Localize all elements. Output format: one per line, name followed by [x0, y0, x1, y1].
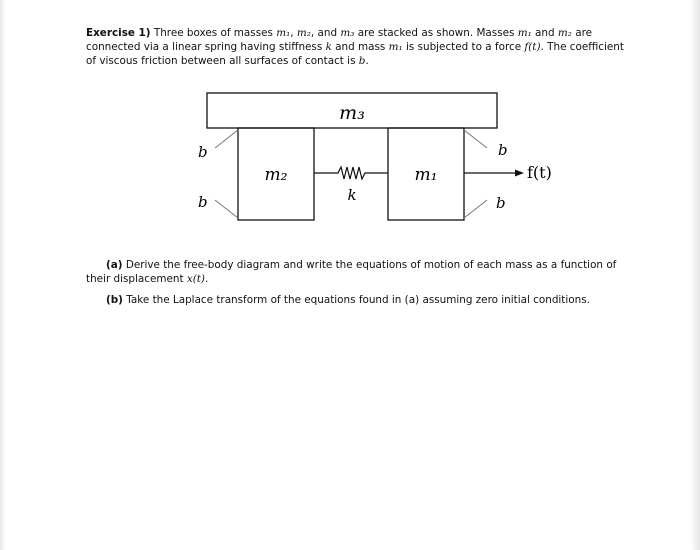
- label-m1: m₁: [414, 165, 438, 185]
- question-b-text: Take the Laplace transform of the equations found in (a) assuming zero initial conditions.: [122, 294, 590, 306]
- label-b-top-left: b: [198, 143, 208, 161]
- intro-text-5: and mass: [331, 41, 389, 53]
- label-b-bottom-left: b: [198, 193, 208, 211]
- spring: [314, 167, 388, 179]
- intro-text-8: .: [365, 55, 369, 67]
- var-m2-b: m₂: [557, 27, 572, 39]
- friction-line-bottom-right: [464, 200, 487, 218]
- force-arrow-head: [515, 170, 524, 177]
- label-m2: m₂: [264, 165, 288, 185]
- var-m1-c: m₁: [388, 41, 403, 53]
- label-k: k: [347, 186, 357, 204]
- question-a-label: (a): [106, 259, 123, 271]
- question-a: [86, 258, 626, 286]
- friction-line-top-right: [464, 130, 487, 148]
- var-force: f(t): [524, 41, 541, 53]
- friction-line-top-left: [215, 130, 238, 148]
- var-b: b: [358, 55, 366, 67]
- question-a-text: Derive the free-body diagram and write the equations of motion of each mass as a function of their displacement: [86, 259, 617, 285]
- label-force: f(t): [527, 163, 552, 182]
- intro-text-2: are stacked as shown. Masses: [354, 27, 518, 39]
- intro-sep-1: ,: [290, 27, 297, 39]
- intro-text-6: is subjected to a force: [402, 41, 525, 53]
- exercise-heading: Exercise 1): [86, 27, 151, 39]
- var-m3: m₃: [340, 27, 355, 39]
- intro-text-1: Three boxes of masses: [153, 27, 277, 39]
- question-b-label: (b): [106, 294, 123, 306]
- var-m1-b: m₁: [517, 27, 532, 39]
- label-b-bottom-right: b: [496, 194, 506, 212]
- label-m3: m₃: [339, 102, 365, 124]
- var-m2: m₂: [296, 27, 311, 39]
- intro-sep-2: , and: [310, 27, 341, 39]
- var-m1: m₁: [276, 27, 291, 39]
- question-b: [106, 293, 626, 307]
- friction-line-bottom-left: [215, 200, 238, 218]
- var-displacement: x(t): [186, 273, 205, 285]
- intro-text-7: . The coefficient of viscous friction between all surfaces of contact is: [86, 41, 624, 67]
- intro-text-4: are connected via a linear spring having stiffness: [86, 27, 593, 53]
- label-b-top-right: b: [498, 141, 508, 159]
- question-a-end: .: [205, 273, 209, 285]
- question-a-indent: [86, 259, 106, 271]
- var-k: k: [325, 41, 332, 53]
- intro-text-3: and: [531, 27, 558, 39]
